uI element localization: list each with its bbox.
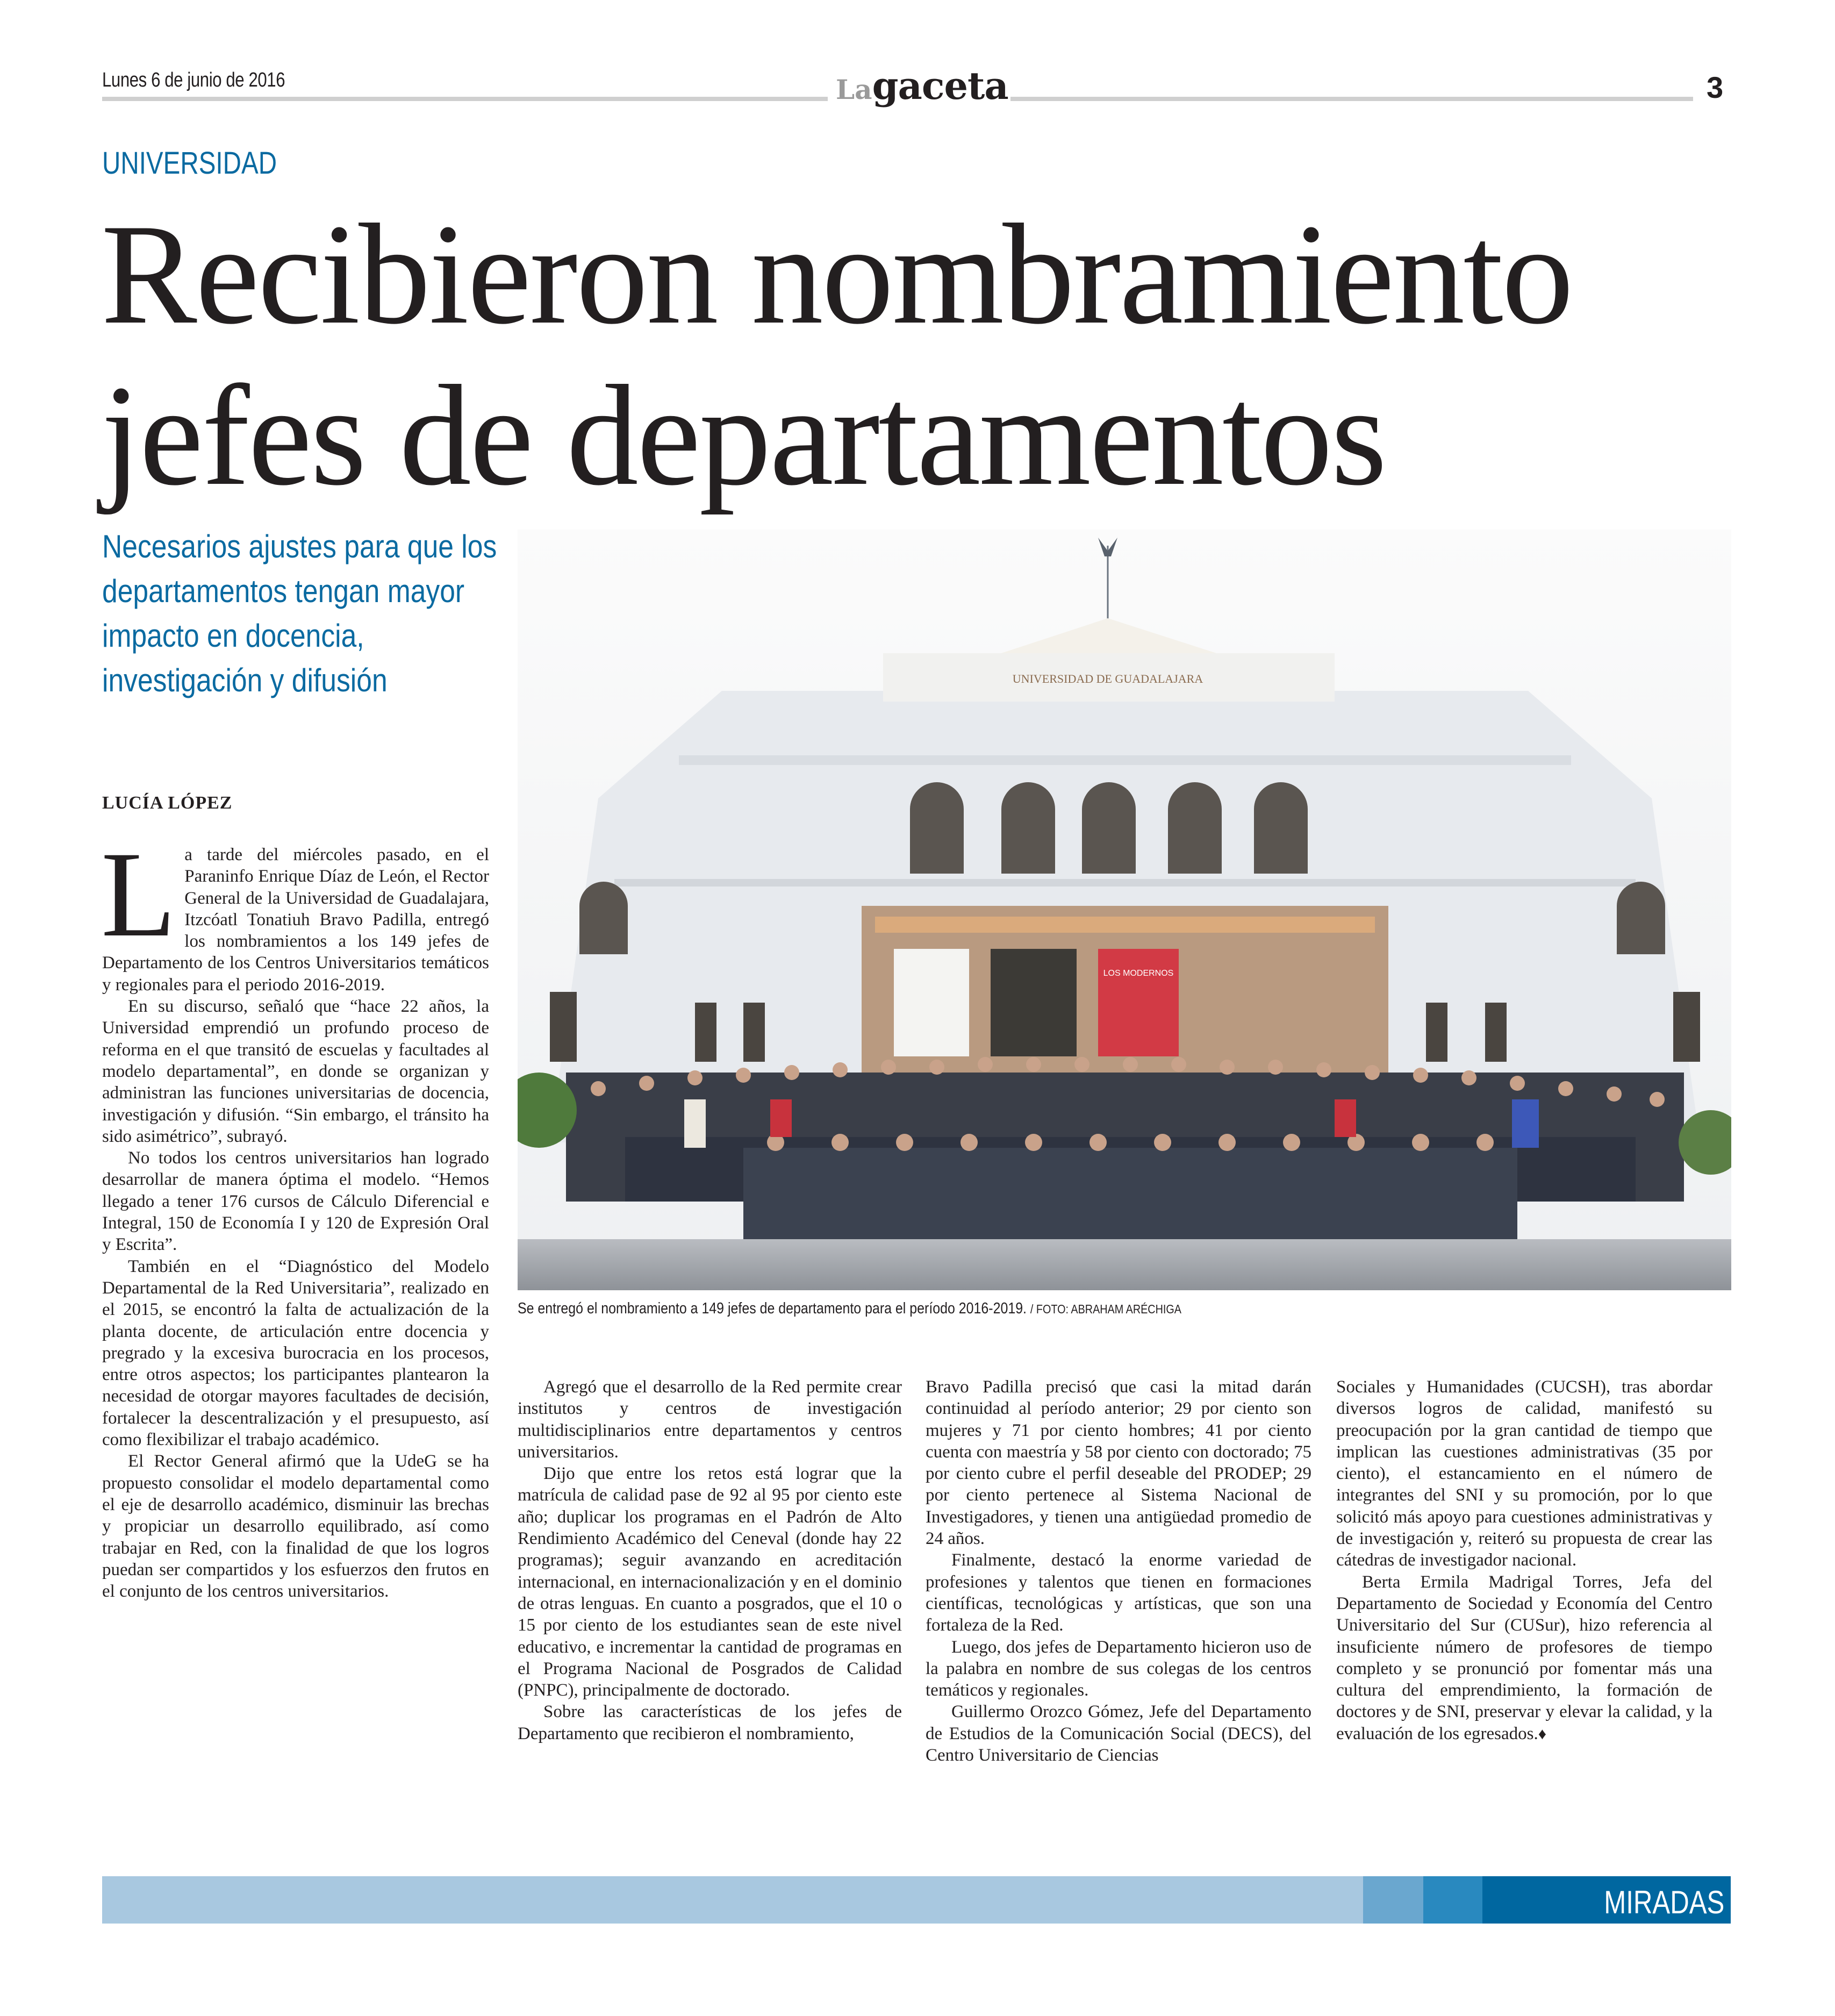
banner-text: LOS MODERNOS xyxy=(1103,969,1174,978)
footer-section-block[interactable] xyxy=(1482,1876,1731,1924)
paragraph-text: Berta Ermila Madrigal Torres, Jefa del Departamento de Sociedad y Economía del Centro Universitario del Sur (CUSur), hizo referencia al insuficiente número de profesores de tiempo completo y se pronunció por fomentar más una cultura del emprendimiento, la formación de doctores y de SNI, preservar y elevar la calidad, y la evaluación de los egresados. xyxy=(1336,1572,1712,1743)
footer-section-label[interactable]: MIRADAS xyxy=(1603,1884,1724,1920)
article-column-1 xyxy=(101,827,489,1602)
paragraph: No todos los centros universitarios han logrado desarrollar de manera óptima el modelo. “Hemos llegado a tener 176 cursos de Cálculo Diferencial e Integral, 150 de Economía I y 120 de Expresión Oral y Escrita”. xyxy=(102,1148,489,1255)
section-label: UNIVERSIDAD xyxy=(102,146,277,181)
paragraph: También en el “Diagnóstico del Modelo Departamental de la Red Universitaria”, realizado en el 2015, se encontró la falta de actualización de la planta docente, de articulación entre docencia y pregrado y la excesiva burocracia en los procesos, entre otros aspectos; los participantes plantearon la necesidad de otorgar mayores facultades de decisión, fortalecer la descentralización y el presupuesto, así como flexibilizar el trabajo académico. xyxy=(102,1256,489,1450)
footer-band xyxy=(102,1876,1731,1924)
warm-light xyxy=(875,917,1375,933)
header-rule-left xyxy=(102,97,828,101)
article-column-2 xyxy=(518,1376,902,1745)
photo-credit: / FOTO: ABRAHAM ARÉCHIGA xyxy=(1030,1302,1181,1316)
header-rule-right xyxy=(1010,97,1693,101)
entrance-door xyxy=(991,949,1077,1056)
cornice xyxy=(679,755,1571,765)
paragraph: Finalmente, destacó la enorme variedad de profesiones y talentos que tienen en formaciones científicas, tecnológicas y artísticas, que son una fortaleza de la Red. xyxy=(926,1550,1311,1635)
article-deck: Necesarios ajustes para que los departamentos tengan mayor impacto en docencia, investigación y difusión xyxy=(102,528,497,698)
caption-text: Se entregó el nombramiento a 149 jefes de departamento para el período 2016-2019. xyxy=(518,1300,1027,1317)
balcony-ledge xyxy=(614,879,1636,887)
article-byline: LUCÍA LÓPEZ xyxy=(102,793,233,813)
paragraph: Luego, dos jefes de Departamento hicieron uso de la palabra en nombre de sus colegas de los centros temáticos y regionales. xyxy=(926,1637,1311,1700)
paragraph: Sociales y Humanidades (CUCSH), tras abordar diversos logros de calidad, manifestó su preocupación por la gran cantidad de tiempo que implican las cuestiones administrativas (35 por ciento), el estancamiento en el número de integrantes del SNI y su promoción, por lo que solicitó más apoyo para cuestiones administrativas y de investigación y, reiteró su propuesta de crear las cátedras de investigador nacional. xyxy=(1336,1377,1712,1570)
article-column-3 xyxy=(926,1376,1311,1766)
banner-right xyxy=(1098,949,1179,1056)
paragraph: Sobre las características de los jefes de Departamento que recibieron el nombramiento, xyxy=(518,1702,902,1743)
paragraph: Dijo que entre los retos está lograr que la matrícula de calidad pase de 92 al 95 por ciento este año; duplicar los programas en el Padrón de Alto Rendimiento Académico del Ceneval (donde hay 22 programas); seguir avanzando en acreditación internacional, en internacionalización y en el dominio de otras lenguas. En cuanto a posgrados, que el 10 o 15 por ciento de los estudiantes sean de este nivel educativo, e incrementar la cantidad de programas en el Programa Nacional de Posgrados de Calidad (PNPC), principalmente de doctorado. xyxy=(518,1464,902,1700)
end-of-article-diamond-icon: ♦ xyxy=(1538,1725,1547,1743)
paragraph: Agregó que el desarrollo de la Red permite crear institutos y centros de investigación multidisciplinarios entre departamentos y centros universitarios. xyxy=(518,1377,902,1462)
paragraph: Bravo Padilla precisó que casi la mitad darán continuidad al período anterior; 29 por ciento son mujeres y 71 por ciento hombres; 41 por ciento cuenta con maestría y 58 por ciento con doctorado; 75 por ciento cubre el perfil deseable del PRODEP; 29 por ciento pertenece al Sistema Nacional de Investigadores, y tienen una antigüedad promedio de 24 años. xyxy=(926,1377,1311,1549)
masthead-name: gaceta xyxy=(872,63,1008,108)
paragraph: En su discurso, señaló que “hace 22 años, la Universidad emprendió un profundo proceso de reforma en el que transitó de escuelas y facultades al modelo departamental”, en donde se organizan y administran las funciones universitarias de docencia, investigación y difusión. “Sin embargo, el tránsito ha sido asimétrico”, subrayó. xyxy=(102,997,489,1146)
footer-stripe xyxy=(1423,1876,1482,1924)
paragraph: Guillermo Orozco Gómez, Jefe del Departamento de Estudios de la Comunicación Social (DECS), del Centro Universitario de Ciencias xyxy=(926,1702,1311,1765)
page-number: 3 xyxy=(1707,70,1724,104)
photo-caption xyxy=(518,1300,1181,1318)
paragraph xyxy=(1336,1571,1712,1745)
masthead-logo[interactable] xyxy=(836,63,1008,108)
paragraph xyxy=(101,827,489,996)
plaza-ground xyxy=(518,1239,1731,1290)
article-headline: Recibieron nombramiento jefes de departamentos xyxy=(101,194,1572,515)
paragraph: El Rector General afirmó que la UdeG se ha propuesto consolidar el modelo departamental como el eje de desarrollo académico, disminuir las brechas y propiciar un desarrollo equilibrado, así como trabajar en Red, con la finalidad de que los logros puedan ser compartidos y los esfuerzos den frutos en el conjunto de los centros universitarios. xyxy=(102,1452,489,1602)
masthead-prefix: La xyxy=(836,74,872,105)
building-inscription: UNIVERSIDAD DE GUADALAJARA xyxy=(1012,672,1203,685)
banner-left xyxy=(894,949,969,1056)
drop-cap: L xyxy=(101,827,176,962)
group-photo[interactable] xyxy=(518,530,1731,1290)
issue-date: Lunes 6 de junio de 2016 xyxy=(102,69,285,91)
article-column-4 xyxy=(1336,1376,1712,1745)
photo-illustration xyxy=(518,530,1731,1290)
paragraph-text: a tarde del miércoles pasado, en el Paraninfo Enrique Díaz de León, el Rector General de la Universidad de Guadalajara, Itzcóatl Tonatiuh Bravo Padilla, entregó los nombramientos a los 149 jefes de Departamento de los Centros Universitarios temáticos y regionales para el periodo 2016-2019. xyxy=(102,845,489,995)
footer-stripe xyxy=(1363,1876,1423,1924)
